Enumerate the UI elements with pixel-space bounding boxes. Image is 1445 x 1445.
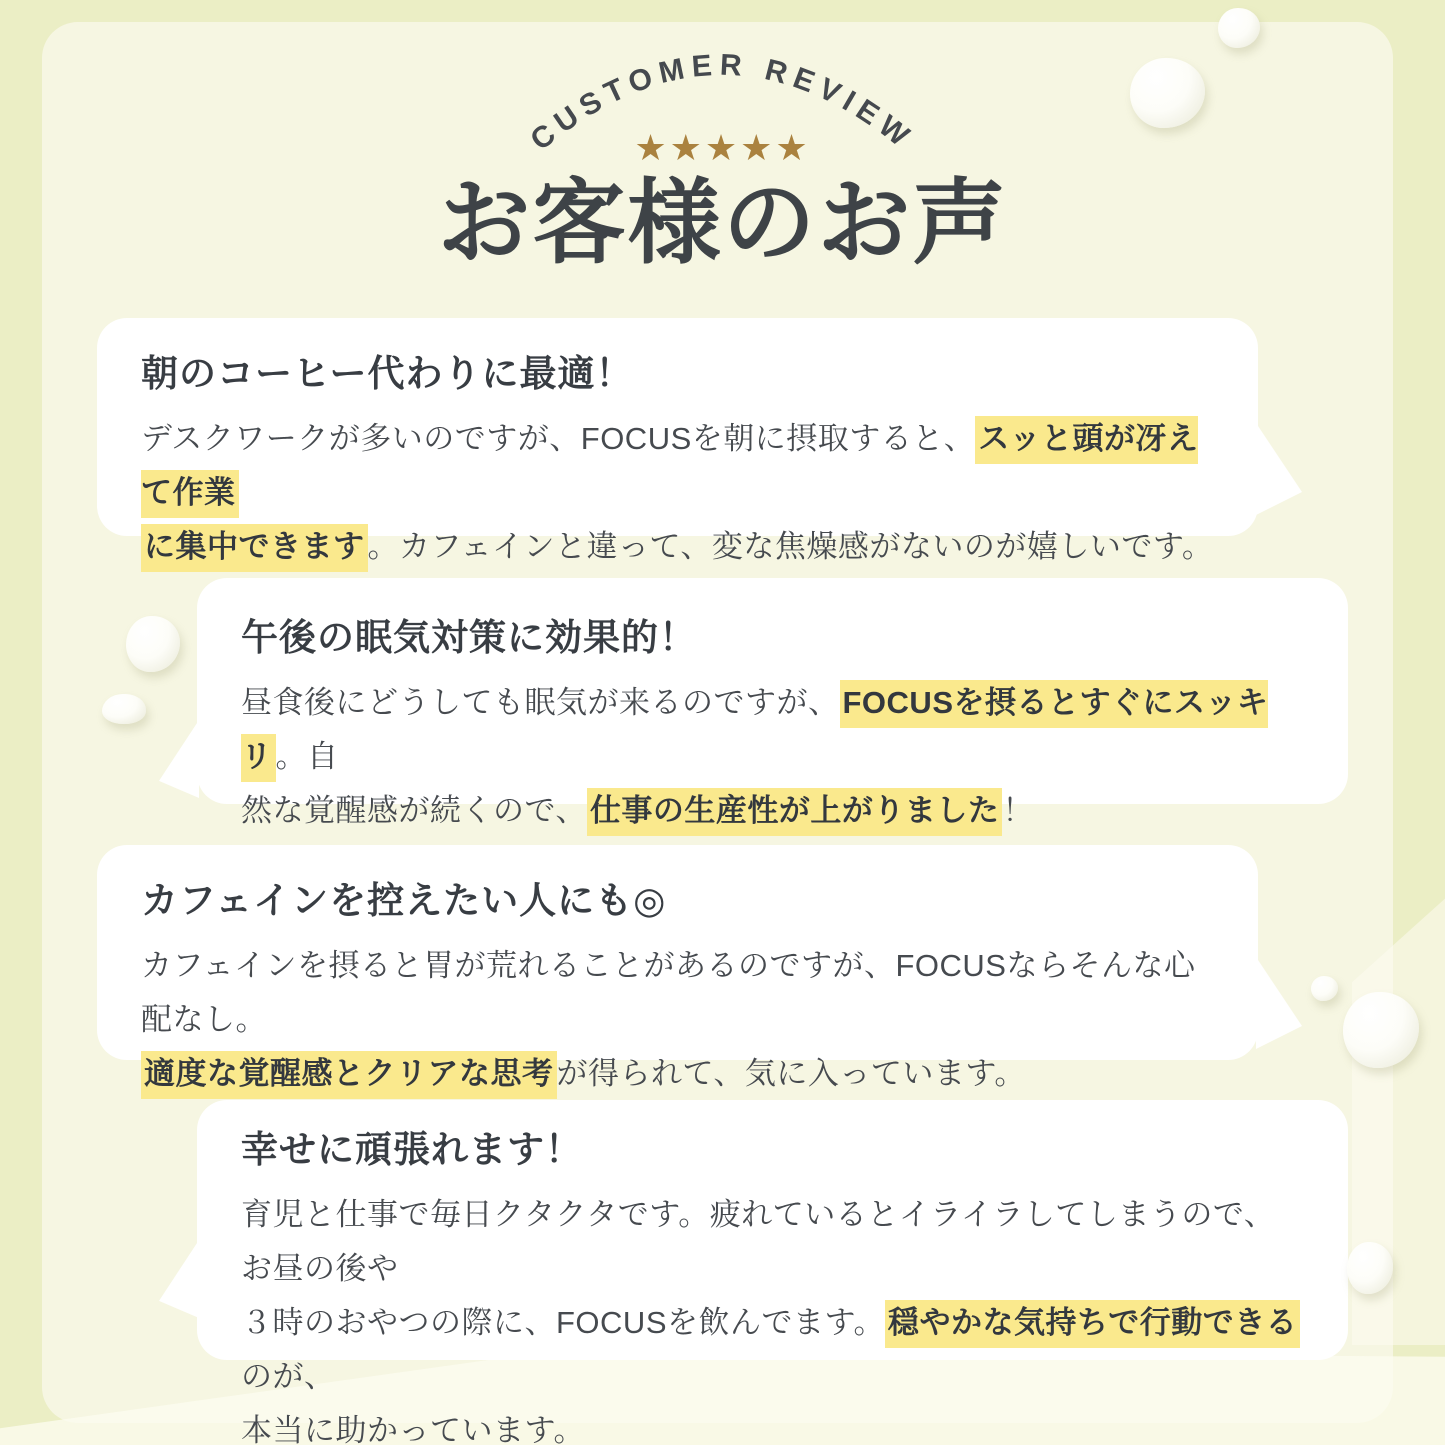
body-text: 然な覚醒感が続くので、: [241, 793, 587, 829]
body-text: 育児と仕事で毎日クタクタです。疲れているとイライラしてしまうので、お昼の後や: [241, 1197, 1276, 1287]
review-title: 朝のコーヒー代わりに最適！: [141, 353, 634, 394]
body-text: が得られて、気に入っています。: [556, 1056, 1026, 1092]
droplet-icon: [102, 694, 146, 724]
body-text: 昼食後にどうしても眠気が来るのですが、: [241, 685, 840, 721]
review-body: [241, 676, 1304, 838]
five-star-rating-icon: ★★★★★: [634, 127, 811, 168]
highlighted-text: に集中できます: [141, 524, 368, 572]
highlighted-text: スッと頭が冴えて作業: [141, 416, 1198, 518]
page-title: お客様のお声: [437, 173, 1008, 276]
body-text: 。カフェインと違って、変な焦燥感がないのが嬉しいです。: [367, 529, 1214, 565]
review-body: [241, 1188, 1304, 1445]
highlighted-text: 適度な覚醒感とクリアな思考: [141, 1051, 557, 1099]
review-title: 午後の眠気対策に効果的！: [241, 617, 697, 658]
review-bubble: [97, 318, 1258, 565]
body-text: ３時のおやつの際に、FOCUSを飲んでます。: [241, 1305, 886, 1341]
body-text: 本当に助かっています。: [241, 1413, 586, 1445]
highlighted-text: 穏やかな気持ちで行動できる: [885, 1300, 1300, 1348]
review-body: [141, 412, 1214, 574]
body-text: カフェインを摂ると胃が荒れることがあるのですが、FOCUSならそんな心配なし。: [141, 948, 1196, 1038]
highlighted-text: 仕事の生産性が上がりました: [587, 788, 1003, 836]
review-bubble: [97, 845, 1258, 1092]
review-bubble: [197, 1100, 1348, 1445]
review-title: 幸せに頑張れます！: [241, 1129, 583, 1170]
highlighted-text: FOCUSを摂るとすぐにスッキリ: [241, 680, 1268, 782]
body-text: デスクワークが多いのですが、FOCUSを朝に摂取すると、: [141, 421, 976, 457]
review-title: カフェインを控えたい人にも◎: [141, 880, 667, 921]
review-bubble: [197, 578, 1348, 829]
arc-heading-label: CUSTOMER REVIEW: [524, 48, 921, 158]
review-body: [141, 939, 1214, 1101]
body-text: 。自: [275, 739, 339, 775]
body-text: ！: [1002, 793, 1034, 829]
body-text: のが、: [241, 1359, 336, 1395]
